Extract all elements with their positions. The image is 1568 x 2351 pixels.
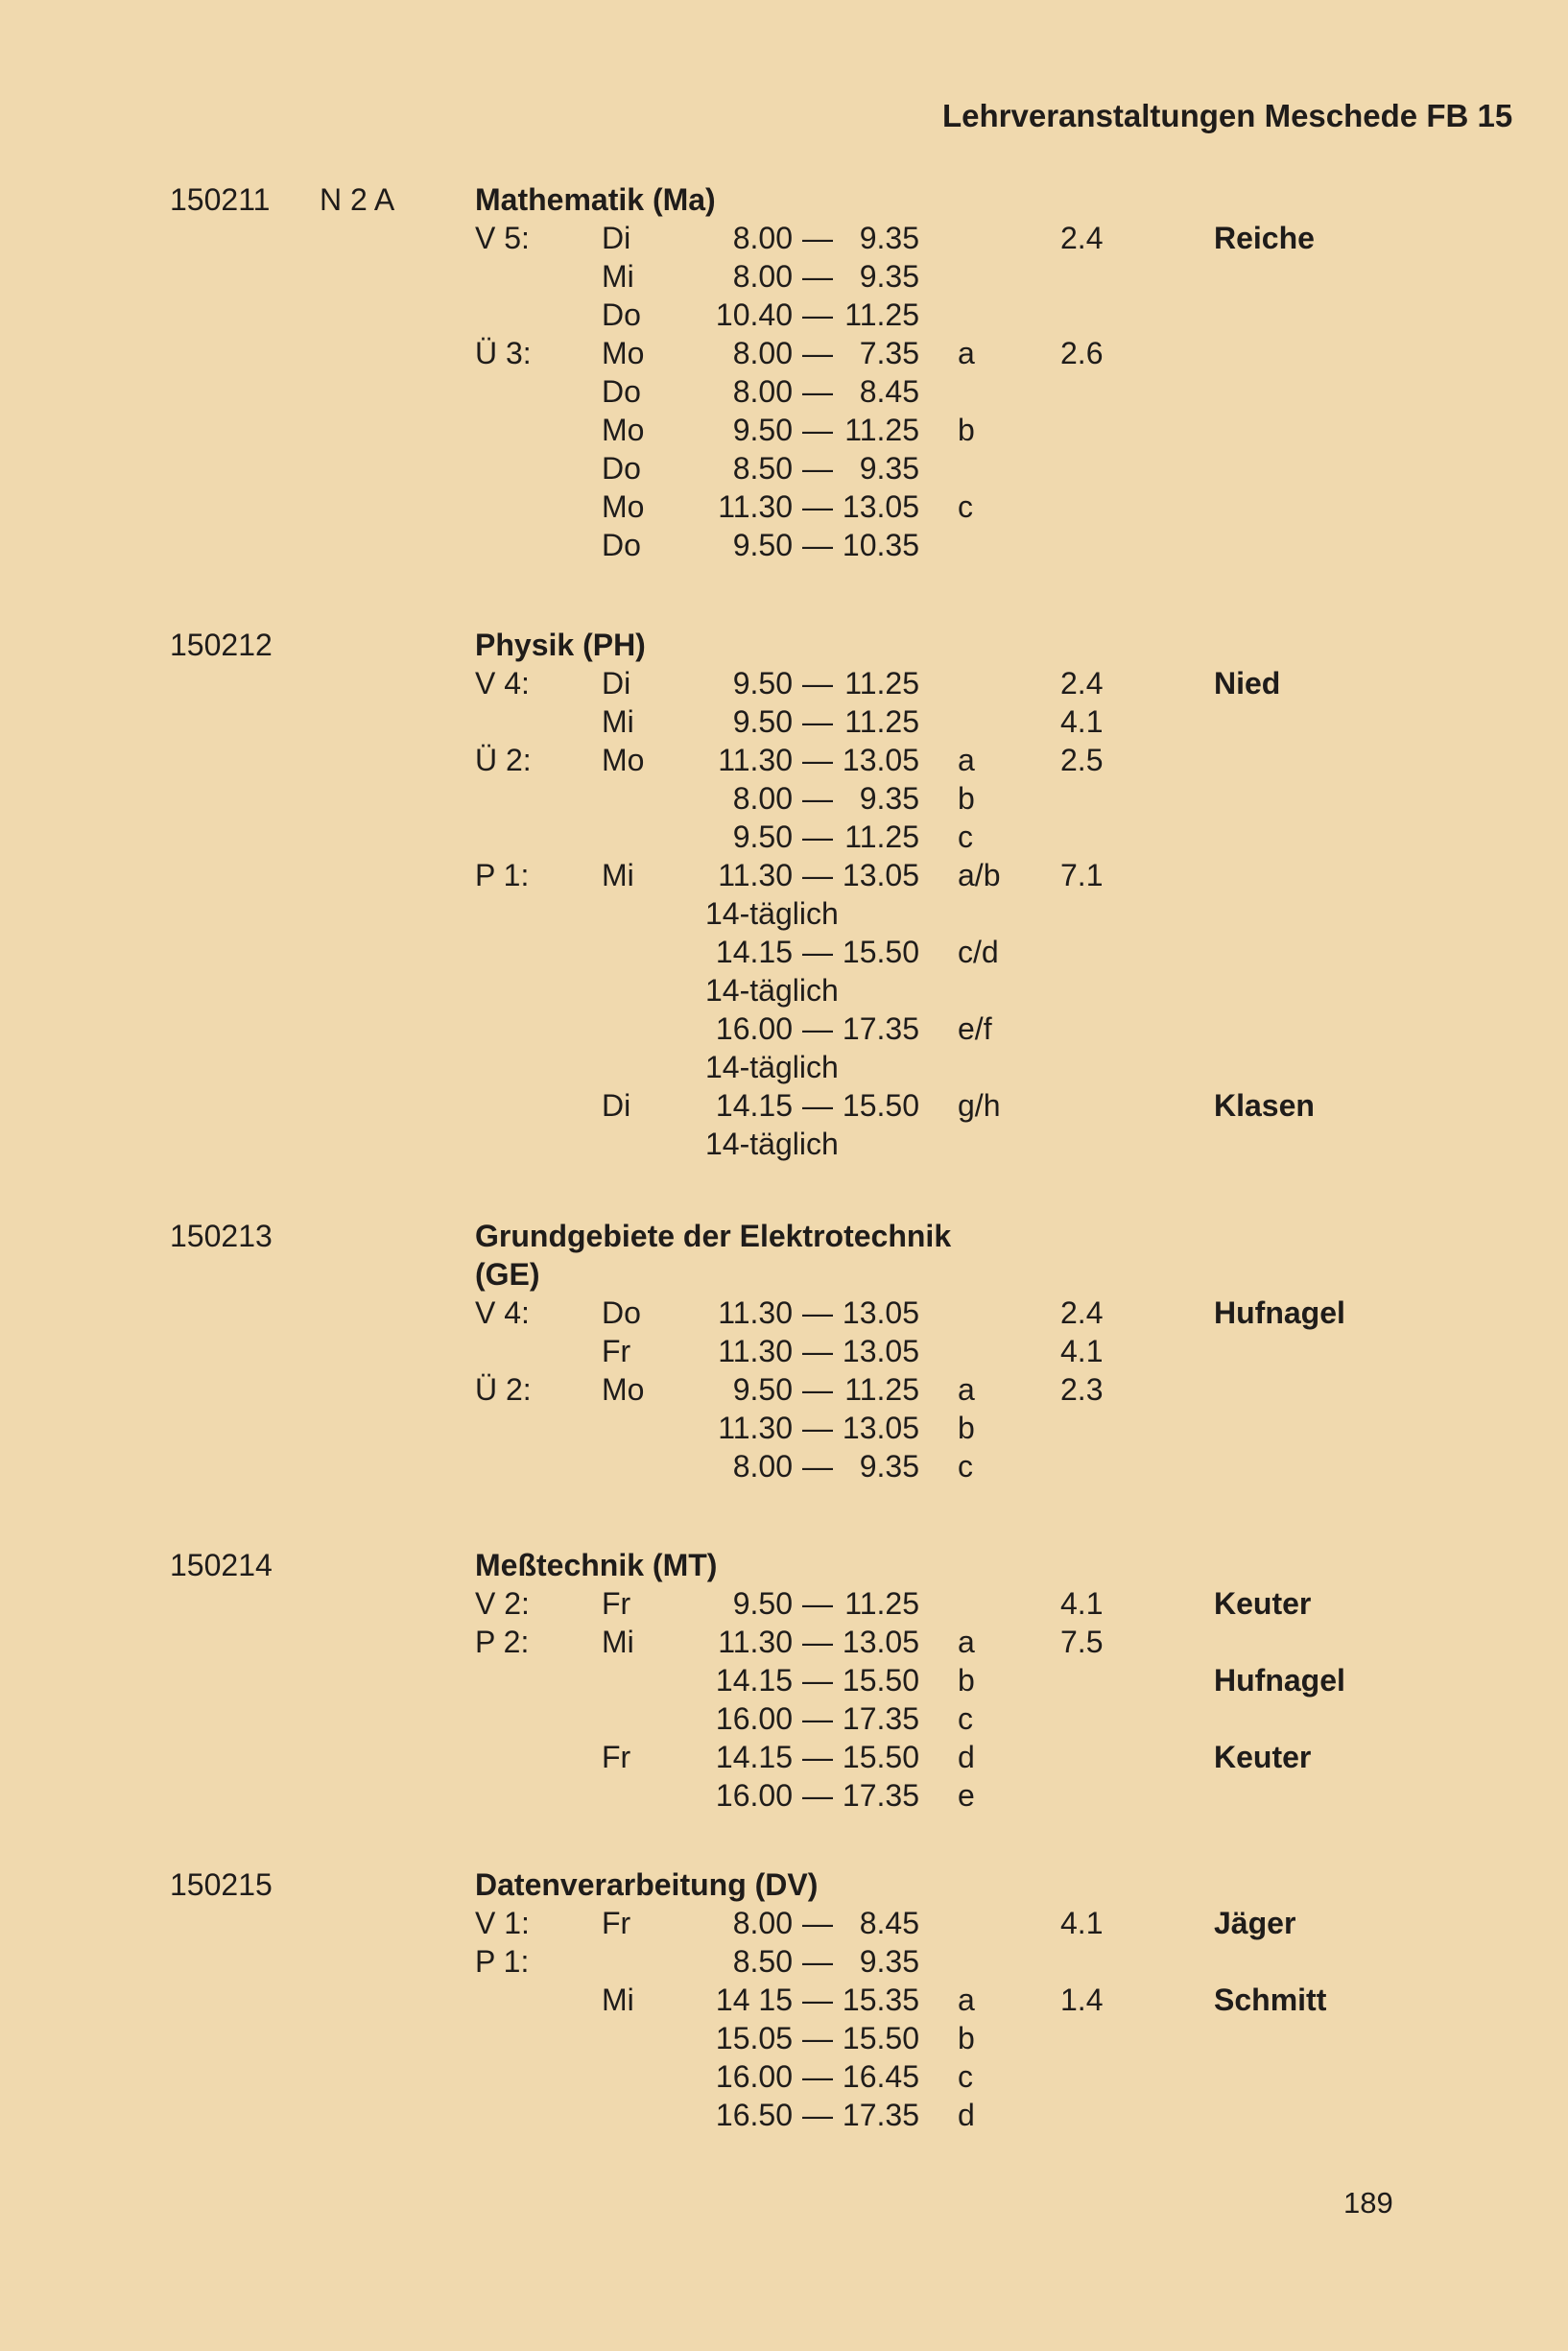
- weekday: Do: [602, 297, 641, 332]
- time-dash: —: [802, 1983, 833, 2017]
- start-time: 8.50: [732, 451, 793, 486]
- end-time: 15.50: [842, 2021, 919, 2055]
- session-type: P 1:: [475, 1944, 530, 1979]
- subgroup: c: [958, 819, 973, 854]
- time-dash: —: [802, 743, 833, 777]
- time-dash: —: [802, 2059, 833, 2094]
- time-dash: —: [802, 336, 833, 370]
- time-dash: —: [802, 451, 833, 486]
- time-dash: —: [802, 1740, 833, 1774]
- subgroup: a: [958, 1372, 975, 1407]
- end-time: 13.05: [842, 1625, 919, 1659]
- start-time: 8.00: [732, 336, 793, 370]
- time-dash: —: [802, 666, 833, 701]
- start-time: 9.50: [732, 413, 793, 447]
- end-time: 15.50: [842, 935, 919, 969]
- start-time: 8.00: [732, 1449, 793, 1484]
- room: 4.1: [1060, 1586, 1104, 1621]
- time-dash: —: [802, 1586, 833, 1621]
- room: 4.1: [1060, 1334, 1104, 1368]
- time-dash: —: [802, 2021, 833, 2055]
- end-time: 9.35: [859, 451, 919, 486]
- course-title: Datenverarbeitung (DV): [475, 1867, 819, 1902]
- end-time: 13.05: [842, 743, 919, 777]
- end-time: 11.25: [844, 819, 919, 854]
- course-title-continued: (GE): [475, 1257, 540, 1292]
- time-dash: —: [802, 489, 833, 524]
- course-code: 150212: [170, 628, 273, 662]
- time-dash: —: [802, 819, 833, 854]
- time-dash: —: [802, 2098, 833, 2132]
- start-time: 11.30: [718, 1295, 793, 1330]
- start-time: 14 15: [715, 1983, 793, 2017]
- end-time: 15.50: [842, 1663, 919, 1698]
- time-dash: —: [802, 704, 833, 739]
- end-time: 13.05: [842, 489, 919, 524]
- time-dash: —: [802, 781, 833, 816]
- course-title: Grundgebiete der Elektrotechnik: [475, 1219, 952, 1253]
- weekday: Mi: [602, 1983, 634, 2017]
- time-dash: —: [802, 1334, 833, 1368]
- subgroup: b: [958, 1663, 975, 1698]
- subgroup: a: [958, 743, 975, 777]
- time-dash: —: [802, 1944, 833, 1979]
- end-time: 11.25: [844, 1372, 919, 1407]
- weekday: Mi: [602, 1625, 634, 1659]
- end-time: 9.35: [859, 221, 919, 255]
- course-code: 150215: [170, 1867, 273, 1902]
- start-time: 11.30: [718, 1411, 793, 1445]
- start-time: 16.00: [715, 2059, 793, 2094]
- session-type: Ü 2:: [475, 743, 532, 777]
- weekday: Mi: [602, 858, 634, 892]
- lecturer: Hufnagel: [1214, 1663, 1345, 1698]
- lecturer: Reiche: [1214, 221, 1315, 255]
- room: 4.1: [1060, 1906, 1104, 1940]
- end-time: 15.50: [842, 1088, 919, 1123]
- start-time: 14.15: [715, 935, 793, 969]
- session-type: V 1:: [475, 1906, 530, 1940]
- course-title: Physik (PH): [475, 628, 646, 662]
- course-code: 150211: [170, 182, 271, 217]
- start-time: 16.00: [715, 1701, 793, 1736]
- weekday: Mo: [602, 1372, 645, 1407]
- start-time: 11.30: [718, 1334, 793, 1368]
- start-time: 8.00: [732, 1906, 793, 1940]
- time-dash: —: [802, 259, 833, 294]
- subgroup: a: [958, 1983, 975, 2017]
- room: 2.4: [1060, 1295, 1104, 1330]
- weekday: Mo: [602, 489, 645, 524]
- session-type: V 5:: [475, 221, 530, 255]
- end-time: 17.35: [842, 1011, 919, 1046]
- start-time: 10.40: [715, 297, 793, 332]
- lecturer: Schmitt: [1214, 1983, 1327, 2017]
- course-group: N 2 A: [320, 182, 395, 217]
- weekday: Fr: [602, 1740, 631, 1774]
- weekday: Mo: [602, 336, 645, 370]
- lecturer: Keuter: [1214, 1586, 1312, 1621]
- course-title: Mathematik (Ma): [475, 182, 716, 217]
- course-code: 150213: [170, 1219, 273, 1253]
- subgroup: c: [958, 2059, 973, 2094]
- room: 4.1: [1060, 704, 1104, 739]
- start-time: 14.15: [715, 1088, 793, 1123]
- weekday: Fr: [602, 1906, 631, 1940]
- start-time: 16.50: [715, 2098, 793, 2132]
- frequency-note: 14-täglich: [705, 1050, 839, 1084]
- time-dash: —: [802, 1663, 833, 1698]
- time-dash: —: [802, 1372, 833, 1407]
- end-time: 9.35: [859, 1944, 919, 1979]
- weekday: Mi: [602, 704, 634, 739]
- room: 1.4: [1060, 1983, 1104, 2017]
- time-dash: —: [802, 1449, 833, 1484]
- session-type: Ü 2:: [475, 1372, 532, 1407]
- end-time: 13.05: [842, 1334, 919, 1368]
- frequency-note: 14-täglich: [705, 896, 839, 931]
- end-time: 8.45: [859, 374, 919, 409]
- session-type: V 2:: [475, 1586, 530, 1621]
- course-title: Meßtechnik (MT): [475, 1548, 718, 1582]
- end-time: 10.35: [842, 528, 919, 562]
- time-dash: —: [802, 1411, 833, 1445]
- weekday: Mi: [602, 259, 634, 294]
- room: 2.4: [1060, 221, 1104, 255]
- subgroup: c/d: [958, 935, 999, 969]
- start-time: 11.30: [718, 743, 793, 777]
- start-time: 9.50: [732, 666, 793, 701]
- time-dash: —: [802, 1906, 833, 1940]
- subgroup: c: [958, 1449, 973, 1484]
- time-dash: —: [802, 297, 833, 332]
- end-time: 9.35: [859, 781, 919, 816]
- lecturer: Keuter: [1214, 1740, 1312, 1774]
- start-time: 14.15: [715, 1663, 793, 1698]
- lecturer: Jäger: [1214, 1906, 1296, 1940]
- room: 7.1: [1060, 858, 1104, 892]
- end-time: 11.25: [844, 704, 919, 739]
- time-dash: —: [802, 1295, 833, 1330]
- course-code: 150214: [170, 1548, 273, 1582]
- time-dash: —: [802, 221, 833, 255]
- end-time: 9.35: [859, 1449, 919, 1484]
- weekday: Di: [602, 666, 631, 701]
- subgroup: b: [958, 1411, 975, 1445]
- end-time: 9.35: [859, 259, 919, 294]
- page-header: Lehrveranstaltungen Meschede FB 15: [942, 98, 1513, 133]
- end-time: 7.35: [859, 336, 919, 370]
- end-time: 13.05: [842, 1411, 919, 1445]
- page-number: 189: [1343, 2186, 1393, 2220]
- subgroup: d: [958, 1740, 975, 1774]
- weekday: Do: [602, 1295, 641, 1330]
- session-type: P 2:: [475, 1625, 530, 1659]
- start-time: 9.50: [732, 1586, 793, 1621]
- time-dash: —: [802, 1088, 833, 1123]
- weekday: Mo: [602, 743, 645, 777]
- room: 2.3: [1060, 1372, 1104, 1407]
- start-time: 11.30: [718, 858, 793, 892]
- time-dash: —: [802, 374, 833, 409]
- start-time: 9.50: [732, 1372, 793, 1407]
- start-time: 8.50: [732, 1944, 793, 1979]
- session-type: P 1:: [475, 858, 530, 892]
- time-dash: —: [802, 1011, 833, 1046]
- time-dash: —: [802, 413, 833, 447]
- start-time: 9.50: [732, 819, 793, 854]
- start-time: 9.50: [732, 704, 793, 739]
- subgroup: a: [958, 336, 975, 370]
- end-time: 11.25: [844, 297, 919, 332]
- frequency-note: 14-täglich: [705, 973, 839, 1008]
- weekday: Fr: [602, 1334, 631, 1368]
- end-time: 17.35: [842, 2098, 919, 2132]
- subgroup: b: [958, 2021, 975, 2055]
- end-time: 11.25: [844, 1586, 919, 1621]
- frequency-note: 14-täglich: [705, 1127, 839, 1161]
- start-time: 14.15: [715, 1740, 793, 1774]
- end-time: 13.05: [842, 858, 919, 892]
- room: 2.6: [1060, 336, 1104, 370]
- time-dash: —: [802, 1701, 833, 1736]
- subgroup: b: [958, 781, 975, 816]
- subgroup: b: [958, 413, 975, 447]
- session-type: Ü 3:: [475, 336, 532, 370]
- weekday: Di: [602, 221, 631, 255]
- start-time: 16.00: [715, 1011, 793, 1046]
- weekday: Do: [602, 451, 641, 486]
- time-dash: —: [802, 935, 833, 969]
- session-type: V 4:: [475, 1295, 530, 1330]
- session-type: V 4:: [475, 666, 530, 701]
- lecturer: Hufnagel: [1214, 1295, 1345, 1330]
- end-time: 17.35: [842, 1701, 919, 1736]
- room: 2.4: [1060, 666, 1104, 701]
- start-time: 15.05: [715, 2021, 793, 2055]
- room: 2.5: [1060, 743, 1104, 777]
- lecturer: Klasen: [1214, 1088, 1315, 1123]
- start-time: 8.00: [732, 221, 793, 255]
- subgroup: a/b: [958, 858, 1001, 892]
- end-time: 11.25: [844, 666, 919, 701]
- start-time: 11.30: [718, 489, 793, 524]
- end-time: 11.25: [844, 413, 919, 447]
- weekday: Di: [602, 1088, 631, 1123]
- subgroup: e: [958, 1778, 975, 1813]
- time-dash: —: [802, 858, 833, 892]
- subgroup: a: [958, 1625, 975, 1659]
- start-time: 8.00: [732, 374, 793, 409]
- start-time: 8.00: [732, 781, 793, 816]
- start-time: 11.30: [718, 1625, 793, 1659]
- time-dash: —: [802, 528, 833, 562]
- start-time: 9.50: [732, 528, 793, 562]
- subgroup: g/h: [958, 1088, 1001, 1123]
- weekday: Mo: [602, 413, 645, 447]
- weekday: Do: [602, 374, 641, 409]
- start-time: 8.00: [732, 259, 793, 294]
- start-time: 16.00: [715, 1778, 793, 1813]
- time-dash: —: [802, 1778, 833, 1813]
- end-time: 15.35: [842, 1983, 919, 2017]
- end-time: 17.35: [842, 1778, 919, 1813]
- weekday: Do: [602, 528, 641, 562]
- subgroup: e/f: [958, 1011, 992, 1046]
- time-dash: —: [802, 1625, 833, 1659]
- end-time: 16.45: [842, 2059, 919, 2094]
- end-time: 8.45: [859, 1906, 919, 1940]
- lecturer: Nied: [1214, 666, 1281, 701]
- subgroup: d: [958, 2098, 975, 2132]
- end-time: 15.50: [842, 1740, 919, 1774]
- end-time: 13.05: [842, 1295, 919, 1330]
- subgroup: c: [958, 1701, 973, 1736]
- room: 7.5: [1060, 1625, 1104, 1659]
- subgroup: c: [958, 489, 973, 524]
- weekday: Fr: [602, 1586, 631, 1621]
